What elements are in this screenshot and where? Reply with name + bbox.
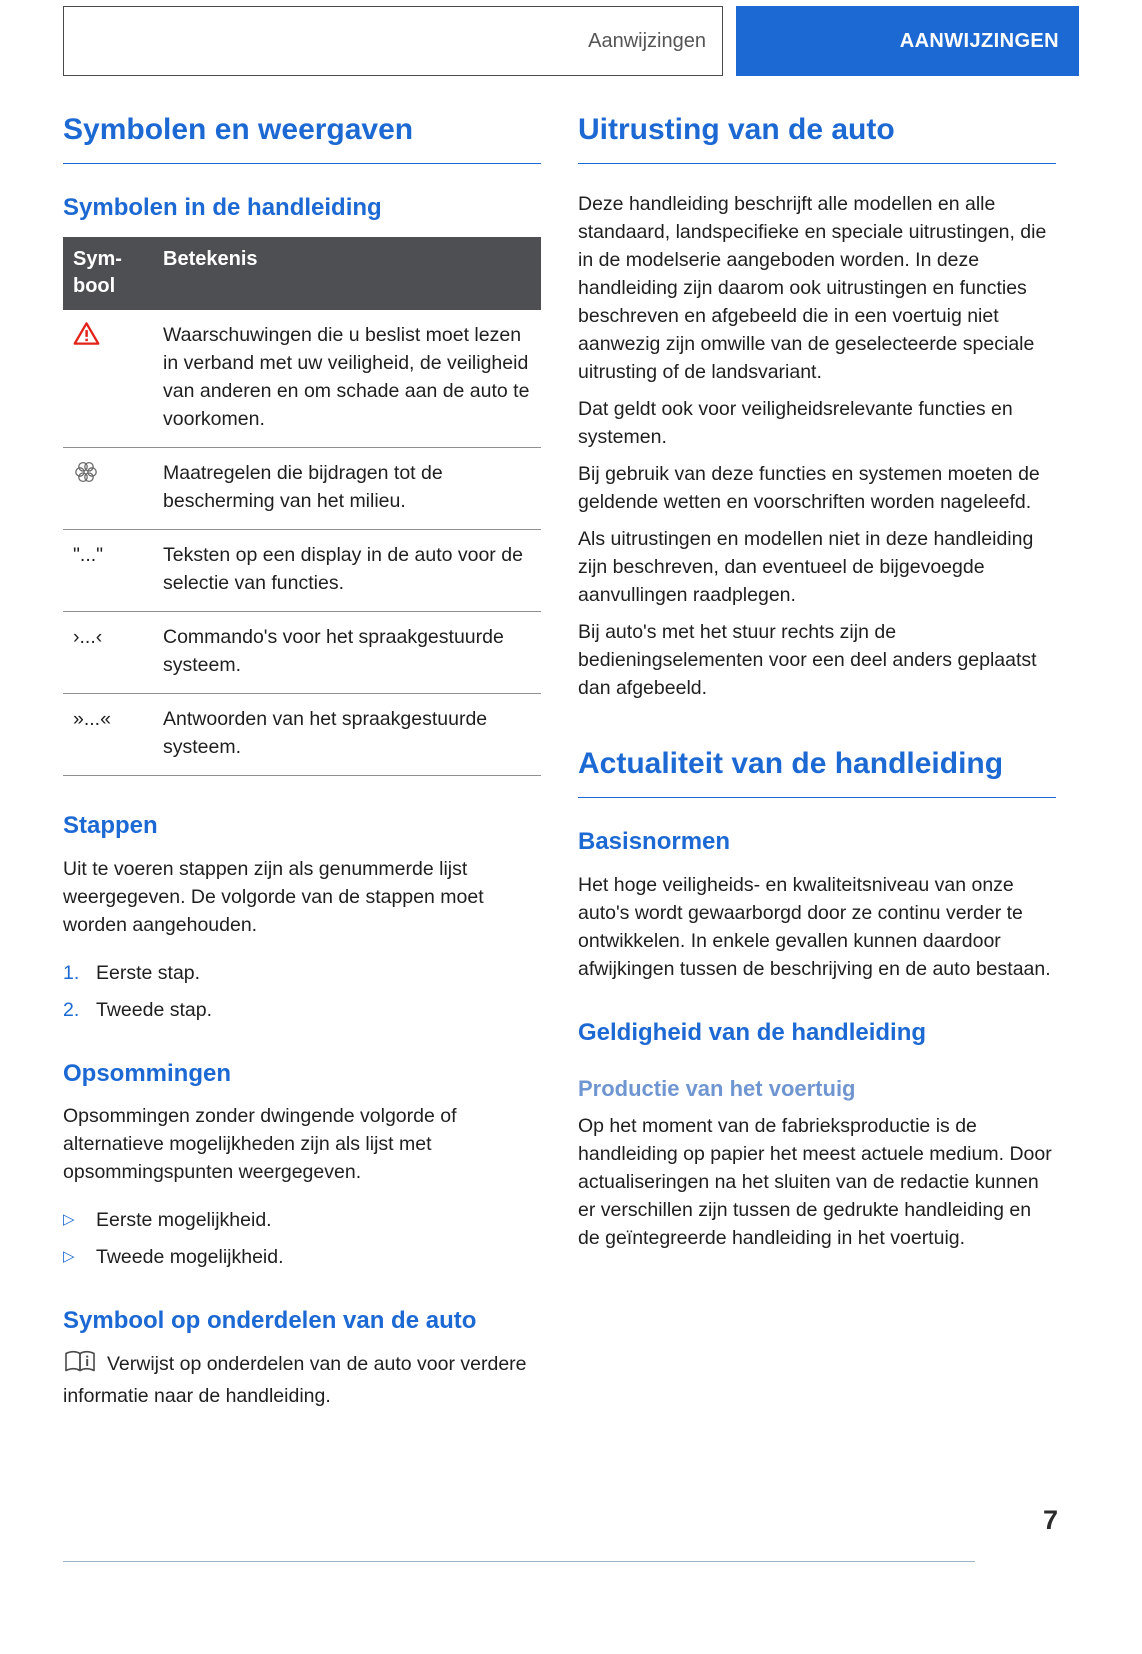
meaning-cell: Maatregelen die bijdragen tot de bescherming van het milieu. <box>153 447 541 529</box>
heading-validity: Geldigheid van de handleiding <box>578 1018 927 1046</box>
paragraph: Uit te voeren stappen zijn als genummerde lijst weergegeven. De volgorde van de stappen moet worden aangehouden. <box>63 857 484 936</box>
manual-book-icon <box>63 1350 97 1382</box>
symbol-cell <box>63 310 153 448</box>
page-number: 7 <box>1042 1505 1058 1535</box>
heading-symbols-in-manual: Symbolen in de handleiding <box>63 194 382 221</box>
table-row <box>63 529 541 611</box>
list-item <box>63 996 541 1024</box>
list-item <box>63 1243 541 1271</box>
step-number: 1. <box>63 961 80 984</box>
paragraph: Dat geldt ook voor veiligheidsrelevante functies en systemen. <box>578 398 1013 448</box>
symbol-cell <box>63 529 153 611</box>
triangle-bullet-icon: ▷ <box>63 1211 75 1229</box>
triangle-bullet-icon: ▷ <box>63 1248 75 1266</box>
bullet-text: Tweede mogelijkheid. <box>96 1246 284 1269</box>
heading-production: Productie van het voertuig <box>578 1075 856 1101</box>
heading-bullet-lists: Opsommingen <box>63 1059 232 1087</box>
warning-triangle-icon <box>73 329 100 351</box>
paragraph: Bij gebruik van deze functies en systemen moeten de geldende wetten en voorschriften worden nageleefd. <box>578 463 1040 513</box>
right-column <box>578 112 1056 1419</box>
page-header <box>63 6 1079 76</box>
step-text: Eerste stap. <box>96 961 201 984</box>
page-content <box>63 112 1056 1419</box>
meaning-cell: Teksten op een display in de auto voor de selectie van functies. <box>153 529 541 611</box>
symbol-cell <box>63 447 153 529</box>
meaning-cell: Waarschuwingen die u beslist moet lezen in verband met uw veiligheid, de veiligheid van anderen en om schade aan de auto te voorkomen. <box>153 310 541 448</box>
column-header-meaning: Betekenis <box>153 237 541 310</box>
part-symbol-text: Verwijst op onderdelen van de auto voor verdere informatie naar de handleiding. <box>63 1353 527 1408</box>
list-item <box>63 1206 541 1234</box>
paragraph: Op het moment van de fabrieksproductie is de handleiding op papier het meest actuele medium. Door actualiseringen na het sluiten van de redactie kunnen er verschillen zijn tussen de gedrukte handleiding en de geïntegreerde handleiding in het voertuig. <box>578 1114 1052 1249</box>
section-title-symbols: Symbolen en weergaven <box>63 112 541 164</box>
paragraph: Het hoge veiligheids- en kwaliteitsniveau van onze auto's wordt gewaarborgd door ze continu verder te ontwikkelen. In enkele gevallen kunnen daardoor afwijkingen tussen de beschrijving en de auto bestaan. <box>578 873 1051 980</box>
heading-part-symbol: Symbool op onderdelen van de auto <box>63 1307 477 1335</box>
equipment-paragraphs <box>578 190 1056 702</box>
column-header-symbol: Sym-bool <box>63 237 153 310</box>
paragraph: Deze handleiding beschrijft alle modellen en alle standaard, landspecifieke en speciale uitrustingen, die in de modelserie aangeboden worden. In deze handleiding zijn daarom ook uitrustingen en functies beschreven en afgebeeld die in een voertuig niet aanwezig zijn omwille van de geselecteerde speciale uitrusting of de landsvariant. <box>578 193 1047 383</box>
list-item <box>63 959 541 987</box>
symbols-table-header-row <box>63 237 541 310</box>
numbered-steps-list <box>63 959 541 1024</box>
heading-basics: Basisnormen <box>578 828 731 855</box>
table-row <box>63 693 541 775</box>
left-column <box>63 112 541 1419</box>
meaning-cell: Commando's voor het spraakgestuurde systeem. <box>153 611 541 693</box>
heading-steps: Stappen <box>63 811 158 839</box>
section-title-equipment: Uitrusting van de auto <box>578 112 1056 164</box>
step-number: 2. <box>63 998 80 1021</box>
voice-command-symbol: ›...‹ <box>73 625 103 648</box>
table-row <box>63 611 541 693</box>
paragraph: Als uitrustingen en modellen niet in deze handleiding zijn beschreven, dan eventueel de bijgevoegde aanvullingen raadplegen. <box>578 528 1034 606</box>
header-chapter-banner <box>736 6 1079 76</box>
paragraph: Opsommingen zonder dwingende volgorde of alternatieve mogelijkheden zijn als lijst met opsommingspunten weergegeven. <box>63 1105 457 1184</box>
environment-flower-icon <box>73 468 99 490</box>
table-row <box>63 310 541 448</box>
symbol-cell <box>63 611 153 693</box>
symbols-table <box>63 237 541 776</box>
meaning-cell: Antwoorden van het spraakgestuurde systeem. <box>153 693 541 775</box>
header-chapter-label: AANWIJZINGEN <box>899 29 1059 52</box>
symbol-cell <box>63 693 153 775</box>
header-tab-label: Aanwijzingen <box>588 29 706 52</box>
table-row <box>63 447 541 529</box>
display-text-symbol: "..." <box>73 543 104 566</box>
voice-answer-symbol: »...« <box>73 707 111 730</box>
section-title-actuality: Actualiteit van de handleiding <box>578 746 1056 798</box>
header-tab-box <box>63 6 723 76</box>
paragraph: Bij auto's met het stuur rechts zijn de bedieningselementen voor een deel anders geplaatst dan afgebeeld. <box>578 621 1037 699</box>
step-text: Tweede stap. <box>96 998 212 1021</box>
bullet-list <box>63 1206 541 1271</box>
bullet-text: Eerste mogelijkheid. <box>96 1209 272 1232</box>
paragraph-with-icon <box>63 1350 541 1410</box>
footer-rule <box>63 1561 975 1562</box>
